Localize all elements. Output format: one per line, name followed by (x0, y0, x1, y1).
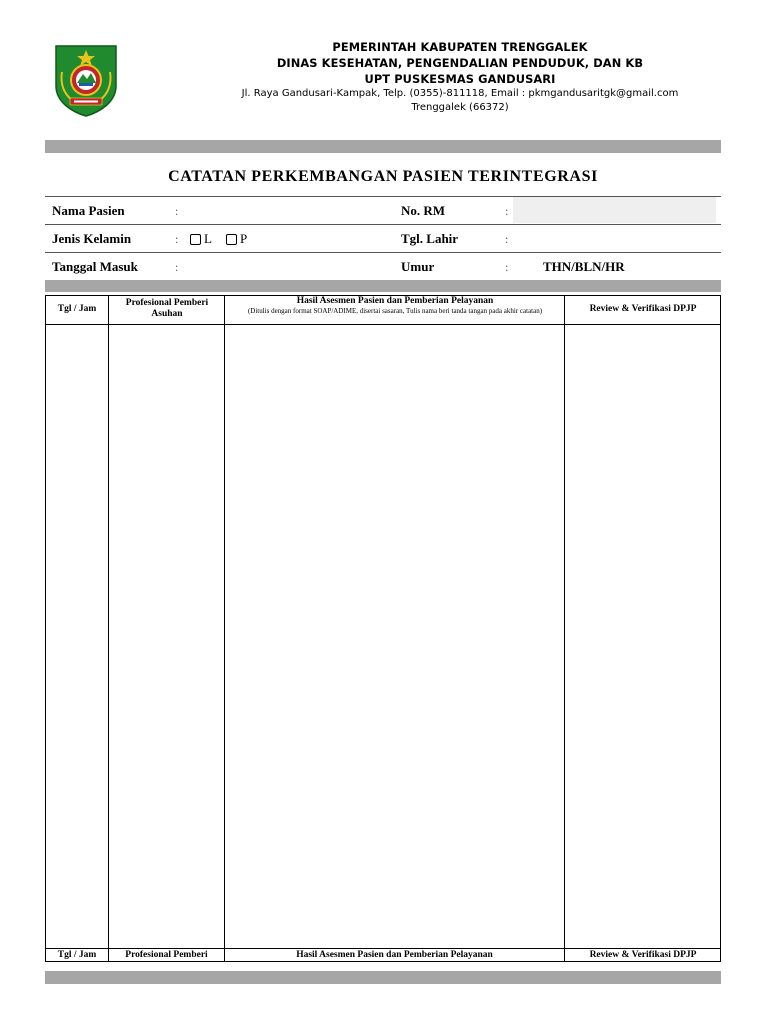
letterhead-city: Trenggalek (66372) (411, 102, 509, 113)
footer-tgl-jam: Tgl / Jam (57, 950, 97, 960)
header-profesional: Profesional Pemberi Asuhan (125, 298, 209, 319)
header-hasil-asesmen-title: Hasil Asesmen Pasien dan Pemberian Pelayanan (296, 296, 494, 306)
sex-option-l[interactable] (190, 231, 212, 247)
letterhead-address: Jl. Raya Gandusari-Kampak, Telp. (0355)-811118, Email : pkmgandusaritgk@gmail.com (241, 88, 679, 99)
label-no-rm: No. RM (401, 203, 446, 218)
info-row-rule (45, 224, 721, 225)
progress-notes-table (45, 295, 721, 962)
label-umur: Umur (401, 259, 435, 274)
column-review-area[interactable] (565, 325, 721, 948)
header-hasil-asesmen (230, 296, 560, 315)
header-hasil-asesmen-note: (Ditulis dengan format SOAP/ADIME, disertai sasaran, Tulis nama beri tanda tangan pada akhir catatan) (247, 307, 543, 315)
letterhead-line-2: DINAS KESEHATAN, PENGENDALIAN PENDUDUK, DAN KB (276, 56, 644, 70)
column-tgl-jam-area[interactable] (46, 325, 108, 948)
sex-option-p[interactable] (226, 231, 247, 247)
colon: : (175, 204, 179, 218)
letterhead-line-3: UPT PUSKESMAS GANDUSARI (364, 72, 556, 86)
footer-hasil-asesmen: Hasil Asesmen Pasien dan Pemberian Pelayanan (296, 950, 493, 960)
label-jenis-kelamin: Jenis Kelamin (52, 231, 132, 246)
sex-option-l-label: L (204, 231, 212, 246)
sex-option-p-label: P (240, 231, 248, 246)
colon: : (505, 260, 509, 274)
footer-divider (46, 948, 720, 949)
footer-divider-bar (45, 971, 721, 984)
label-tanggal-masuk: Tanggal Masuk (52, 259, 138, 274)
label-tgl-lahir: Tgl. Lahir (401, 231, 459, 246)
colon: : (175, 232, 179, 246)
checkbox-icon[interactable] (190, 234, 201, 245)
header-review-dpjp: Review & Verifikasi DPJP (589, 304, 697, 314)
header-tgl-jam: Tgl / Jam (57, 304, 97, 314)
colon: : (175, 260, 179, 274)
column-profesional-area[interactable] (109, 325, 224, 948)
footer-profesional: Profesional Pemberi (125, 950, 208, 960)
label-nama-pasien: Nama Pasien (52, 203, 125, 218)
umur-unit: THN/BLN/HR (543, 259, 625, 274)
regency-emblem-icon (50, 42, 122, 118)
section-divider-bar (45, 280, 721, 292)
footer-review-dpjp: Review & Verifikasi DPJP (589, 950, 697, 960)
info-row-rule (45, 252, 721, 253)
column-hasil-asesmen-area[interactable] (225, 325, 564, 948)
colon: : (505, 204, 509, 218)
header-divider-bar (45, 140, 721, 153)
letterhead-line-1: PEMERINTAH KABUPATEN TRENGGALEK (332, 40, 588, 54)
document-title: CATATAN PERKEMBANGAN PASIEN TERINTEGRASI (168, 168, 598, 185)
colon: : (505, 232, 509, 246)
rm-number-field[interactable] (513, 197, 716, 223)
checkbox-icon[interactable] (226, 234, 237, 245)
